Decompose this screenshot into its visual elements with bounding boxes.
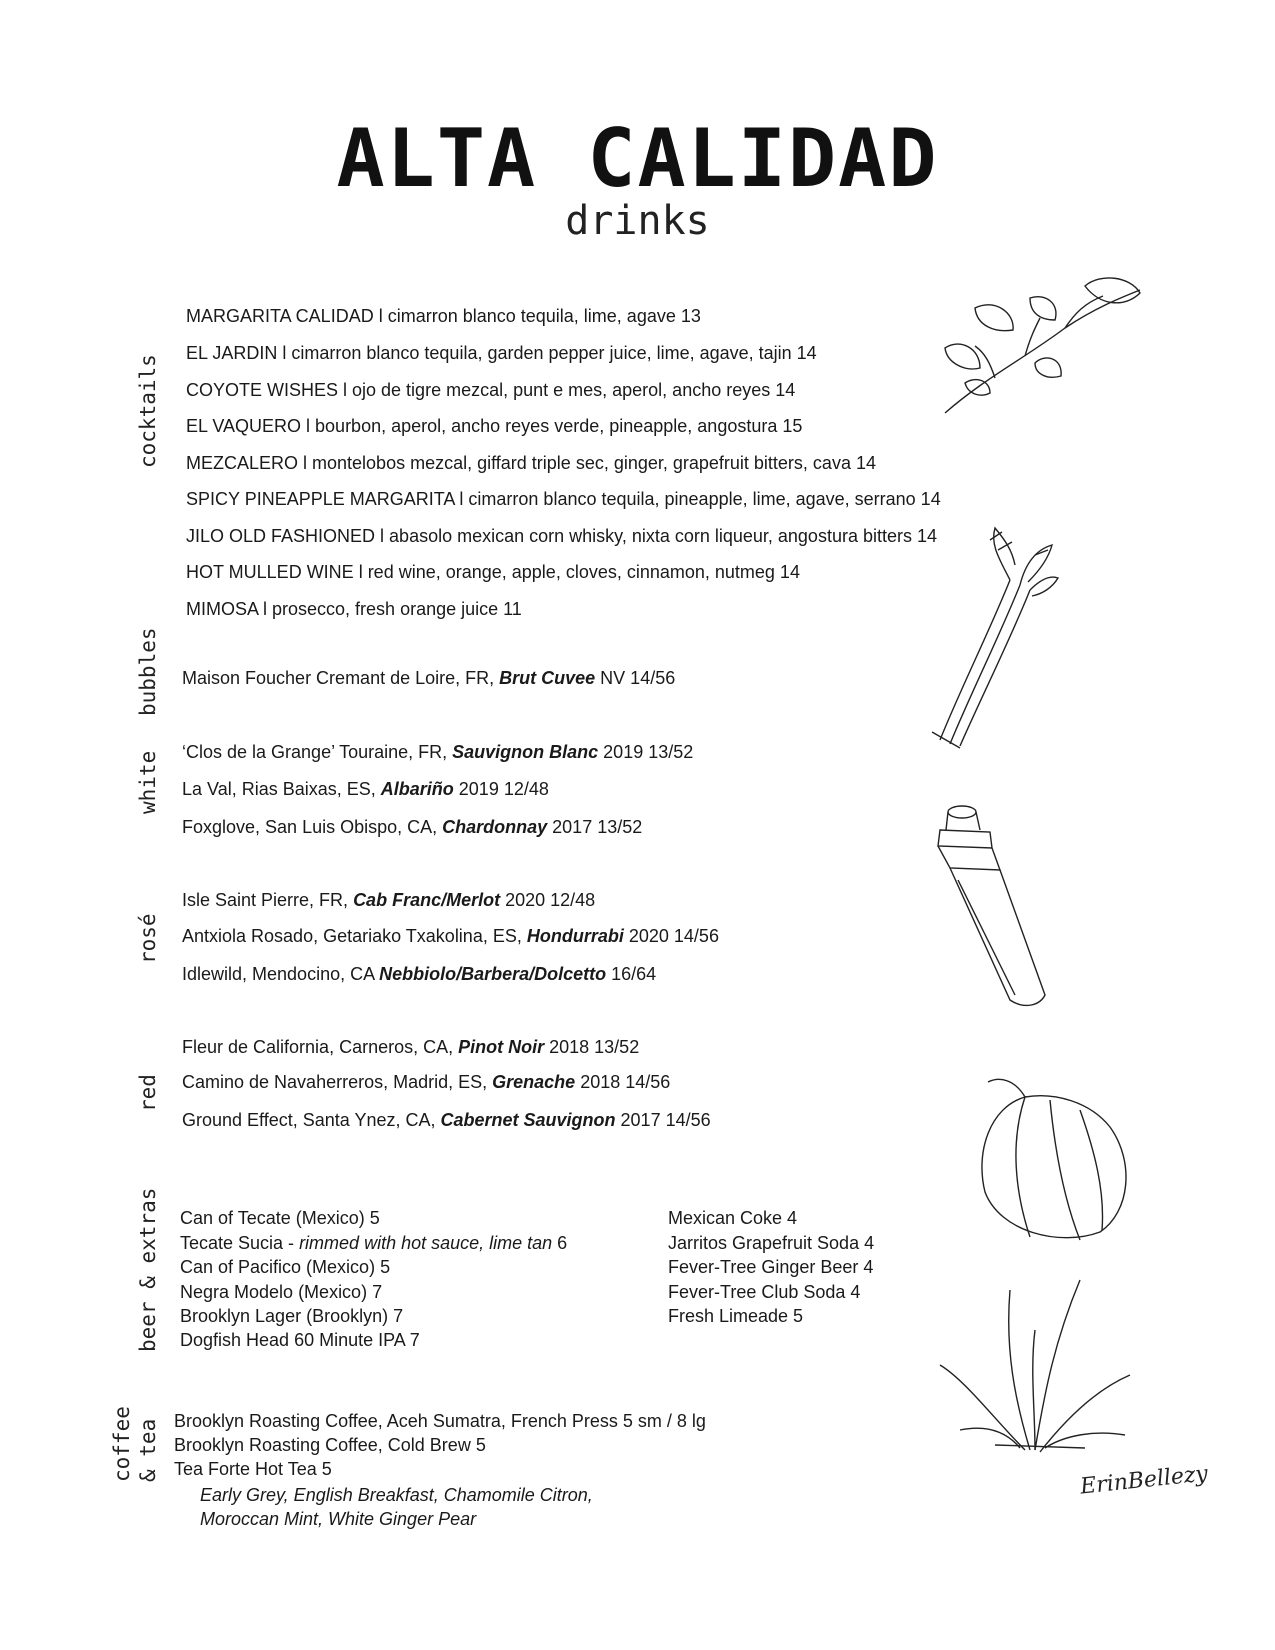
beer-item: Dogfish Head 60 Minute IPA 7 bbox=[180, 1330, 420, 1350]
tea-flavors: Early Grey, English Breakfast, Chamomile Citron, bbox=[200, 1485, 593, 1505]
beer-item: Can of Pacifico (Mexico) 5 bbox=[180, 1257, 391, 1277]
list-item: MARGARITA CALIDAD l cimarron blanco tequila, lime, agave 13 bbox=[186, 306, 701, 326]
physalis-branch-illustration bbox=[935, 268, 1150, 418]
beer-item: Tecate Sucia - rimmed with hot sauce, lime tan 6 bbox=[180, 1233, 568, 1253]
section-label-red: red bbox=[136, 1074, 160, 1112]
wine-item: Maison Foucher Cremant de Loire, FR, Brut Cuvee NV 14/56 bbox=[182, 668, 676, 688]
section-label-cocktails: cocktails bbox=[136, 354, 160, 468]
tea-flavors: Moroccan Mint, White Ginger Pear bbox=[200, 1509, 477, 1529]
beer-item: Can of Tecate (Mexico) 5 bbox=[180, 1208, 380, 1228]
list-item: COYOTE WISHES l ojo de tigre mezcal, punt e mes, aperol, ancho reyes 14 bbox=[186, 380, 796, 400]
wine-item: Fleur de California, Carneros, CA, Pinot Noir 2018 13/52 bbox=[182, 1037, 640, 1057]
wine-item: Idlewild, Mendocino, CA Nebbiolo/Barbera/Dolcetto 16/64 bbox=[182, 964, 657, 984]
wine-item: Antxiola Rosado, Getariako Txakolina, ES, Hondurrabi 2020 14/56 bbox=[182, 926, 719, 946]
wine-item: Camino de Navaherreros, Madrid, ES, Grenache 2018 14/56 bbox=[182, 1072, 671, 1092]
extra-item: Fresh Limeade 5 bbox=[668, 1306, 804, 1326]
wine-item: Foxglove, San Luis Obispo, CA, Chardonnay 2017 13/52 bbox=[182, 817, 643, 837]
list-item: EL VAQUERO l bourbon, aperol, ancho reyes verde, pineapple, angostura 15 bbox=[186, 416, 803, 436]
artist-signature: ErinBellezy bbox=[1079, 1461, 1210, 1500]
section-label-white: white bbox=[136, 750, 160, 814]
beer-item: Negra Modelo (Mexico) 7 bbox=[180, 1282, 383, 1302]
beer-item: Brooklyn Lager (Brooklyn) 7 bbox=[180, 1306, 404, 1326]
coffee-item: Brooklyn Roasting Coffee, Cold Brew 5 bbox=[174, 1435, 486, 1455]
extra-item: Fever-Tree Club Soda 4 bbox=[668, 1282, 861, 1302]
list-item: MIMOSA l prosecco, fresh orange juice 11 bbox=[186, 599, 522, 619]
list-item: JILO OLD FASHIONED l abasolo mexican corn whisky, nixta corn liqueur, angostura bitters 14 bbox=[186, 526, 937, 546]
section-label-bubbles: bubbles bbox=[136, 627, 160, 716]
section-label-tea: & tea bbox=[136, 1418, 160, 1482]
restaurant-title: ALTA CALIDAD bbox=[336, 112, 939, 205]
section-label-beer: beer & extras bbox=[136, 1187, 160, 1352]
cocktail-shaker-illustration bbox=[930, 800, 1060, 1015]
list-item: MEZCALERO l montelobos mezcal, giffard triple sec, ginger, grapefruit bitters, cava 14 bbox=[186, 453, 876, 473]
menu-subtitle: drinks bbox=[565, 198, 710, 244]
list-item: HOT MULLED WINE l red wine, orange, apple, cloves, cinnamon, nutmeg 14 bbox=[186, 562, 800, 582]
section-label-rose: rosé bbox=[136, 913, 160, 964]
wine-item: ‘Clos de la Grange’ Touraine, FR, Sauvignon Blanc 2019 13/52 bbox=[182, 742, 694, 762]
list-item: EL JARDIN l cimarron blanco tequila, garden pepper juice, lime, agave, tajin 14 bbox=[186, 343, 817, 363]
coffee-item: Tea Forte Hot Tea 5 bbox=[174, 1459, 332, 1479]
celery-illustration bbox=[920, 520, 1060, 750]
section-label-coffee: coffee bbox=[110, 1406, 134, 1482]
extra-item: Jarritos Grapefruit Soda 4 bbox=[668, 1233, 875, 1253]
agave-plant-illustration bbox=[935, 1270, 1135, 1460]
extra-item: Fever-Tree Ginger Beer 4 bbox=[668, 1257, 874, 1277]
extra-item: Mexican Coke 4 bbox=[668, 1208, 798, 1228]
list-item: SPICY PINEAPPLE MARGARITA l cimarron blanco tequila, pineapple, lime, agave, serrano 14 bbox=[186, 489, 941, 509]
coffee-item: Brooklyn Roasting Coffee, Aceh Sumatra, French Press 5 sm / 8 lg bbox=[174, 1411, 706, 1431]
habanero-pepper-illustration bbox=[970, 1072, 1135, 1247]
wine-item: Ground Effect, Santa Ynez, CA, Cabernet Sauvignon 2017 14/56 bbox=[182, 1110, 711, 1130]
wine-item: La Val, Rias Baixas, ES, Albariño 2019 12/48 bbox=[182, 779, 549, 799]
wine-item: Isle Saint Pierre, FR, Cab Franc/Merlot 2020 12/48 bbox=[182, 890, 596, 910]
